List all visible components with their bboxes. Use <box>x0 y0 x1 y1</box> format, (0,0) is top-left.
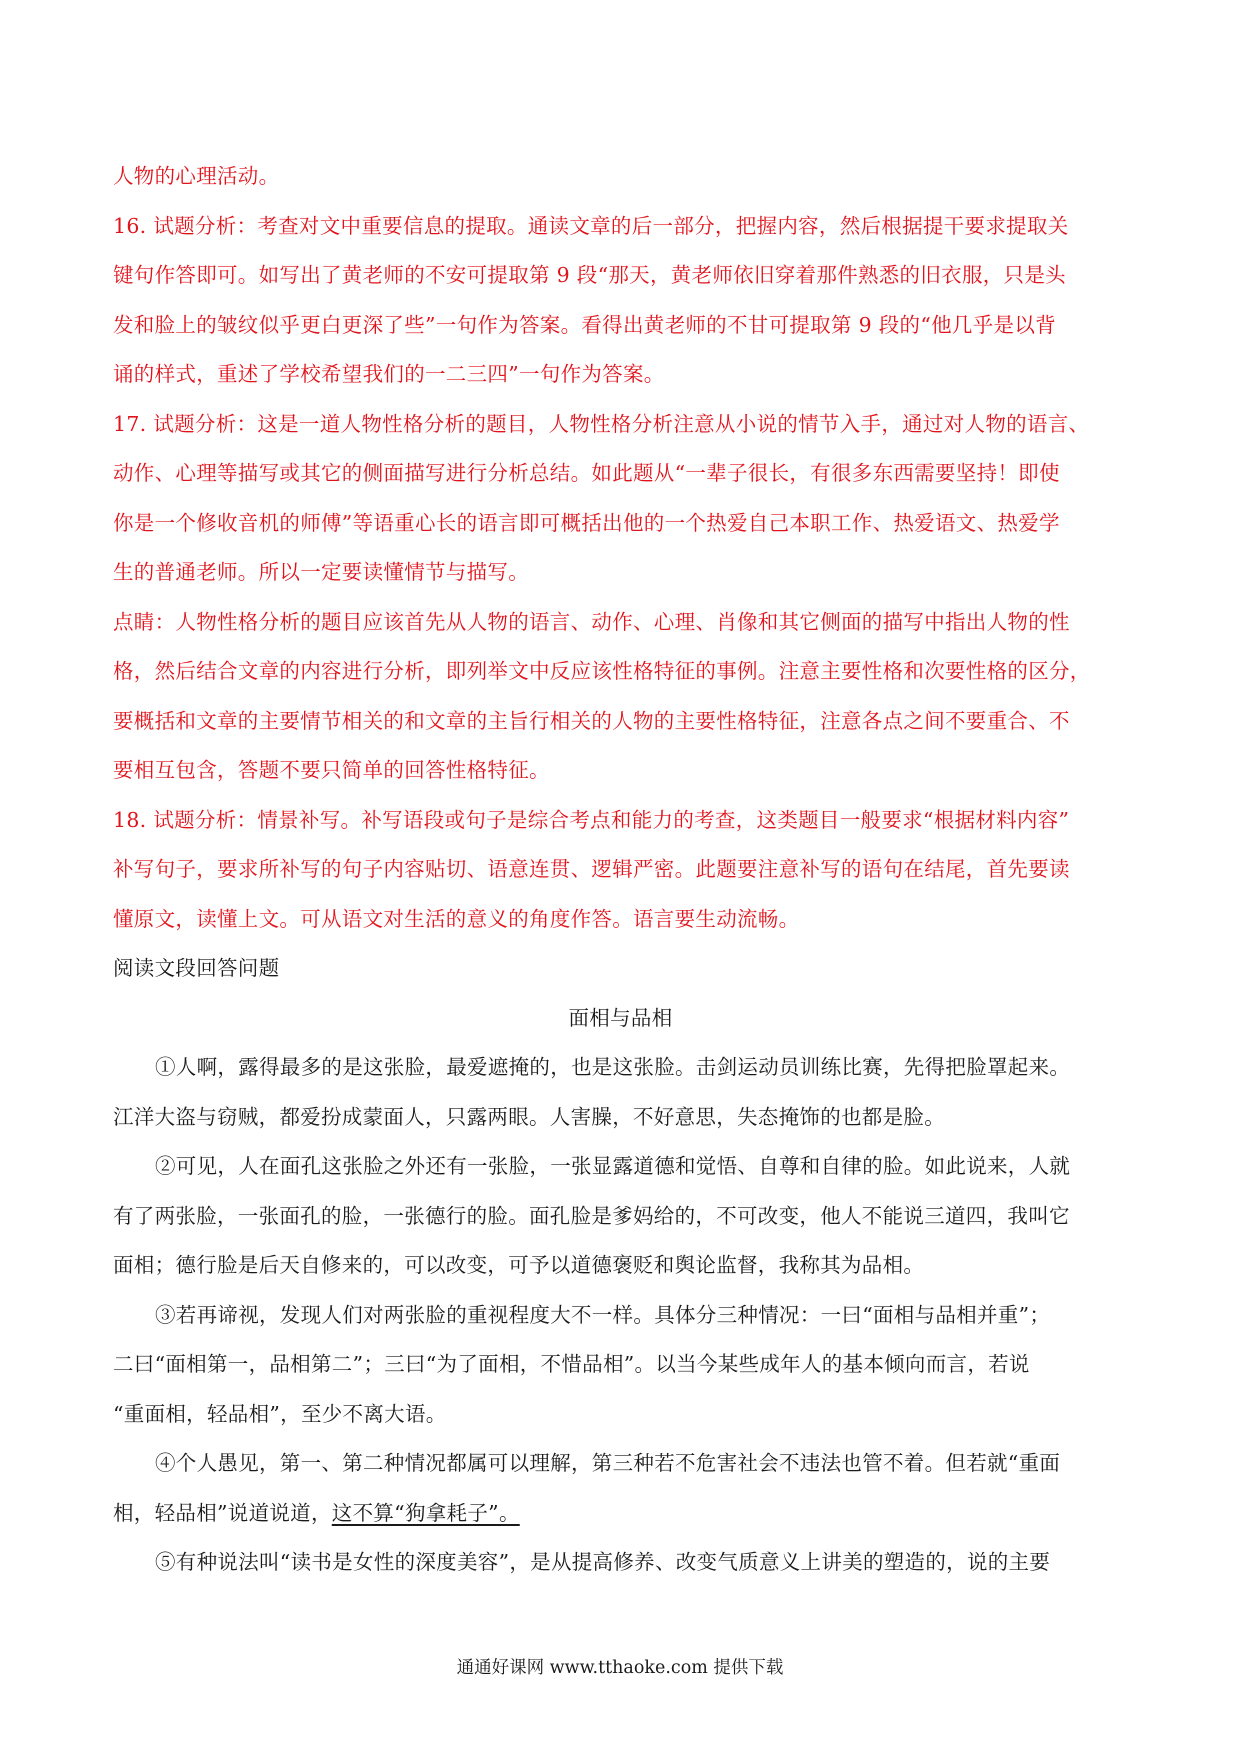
page-footer: 通通好课网 www.tthaoke.com 提供下载 <box>456 1658 784 1678</box>
article-line <box>113 1489 1128 1539</box>
article-line: “重面相，轻品相”，至少不离大语。 <box>113 1401 447 1426</box>
article-line: ③若再谛视，发现人们对两张脸的重视程度大不一样。具体分三种情况：一曰“面相与品相并重”； <box>155 1302 1051 1327</box>
answer-line: 17. 试题分析：这是一道人物性格分析的题目，人物性格分析注意从小说的情节入手，通过对人物的语言、 <box>113 411 1090 436</box>
underlined-phrase: 这不算“狗拿耗子”。 <box>331 1500 520 1525</box>
article-line: ④个人愚见，第一、第二种情况都属可以理解，第三种若不危害社会不违法也管不着。但若就“重面 <box>155 1451 1061 1475</box>
answer-line: 补写句子，要求所补写的句子内容贴切、语意连贯、逻辑严密。此题要注意补写的语句在结尾，首先要读 <box>113 857 1070 881</box>
answer-line: 你是一个修收音机的师傅”等语重心长的语言即可概括出他的一个热爱自己本职工作、热爱语文、热爱学 <box>113 510 1060 535</box>
answer-line: 格，然后结合文章的内容进行分析，即列举文中反应该性格特征的事例。注意主要性格和次要性格的区分， <box>113 659 1091 683</box>
answer-line: 18. 试题分析：情景补写。补写语段或句子是综合考点和能力的考查，这类题目一般要求“根据材料内容” <box>113 807 1070 832</box>
answer-line: 键句作答即可。如写出了黄老师的不安可提取第 9 段“那天，黄老师依旧穿着那件熟悉的旧衣服，只是头 <box>113 263 1066 287</box>
article-line-text: 相，轻品相”说道说道， <box>113 1500 332 1525</box>
article-line: 面相；德行脸是后天自修来的，可以改变，可予以道德褒贬和舆论监督，我称其为品相。 <box>113 1253 925 1277</box>
article-line: ①人啊，露得最多的是这张脸，最爱遮掩的，也是这张脸。击剑运动员训练比赛，先得把脸罩起来。 <box>155 1055 1071 1079</box>
answer-line: 要相互包含，答题不要只简单的回答性格特征。 <box>113 758 550 782</box>
answer-line: 人物的心理活动。 <box>113 164 280 188</box>
answer-line: 生的普通老师。所以一定要读懂情节与描写。 <box>113 560 529 584</box>
article-line: 二曰“面相第一，品相第二”；三曰“为了面相，不惜品相”。以当今某些成年人的基本倾向而言，若说 <box>113 1352 1030 1376</box>
article-line: ②可见，人在面孔这张脸之外还有一张脸，一张显露道德和觉悟、自尊和自律的脸。如此说来，人就 <box>155 1154 1071 1178</box>
answer-line: 诵的样式，重述了学校希望我们的一二三四”一句作为答案。 <box>113 362 665 386</box>
section-heading: 阅读文段回答问题 <box>113 956 280 980</box>
answer-line: 动作、心理等描写或其它的侧面描写进行分析总结。如此题从“一辈子很长，有很多东西需要坚持！即使 <box>113 461 1060 485</box>
answer-line: 点睛：人物性格分析的题目应该首先从人物的语言、动作、心理、肖像和其它侧面的描写中指出人物的性 <box>113 609 1070 634</box>
article-title: 面相与品相 <box>568 1005 673 1030</box>
document-page <box>113 152 1128 1588</box>
article-line: ⑤有种说法叫“读书是女性的深度美容”，是从提高修养、改变气质意义上讲美的塑造的，说的主要 <box>155 1550 1051 1574</box>
answer-line: 懂原文，读懂上文。可从语文对生活的意义的角度作答。语言要生动流畅。 <box>113 906 800 931</box>
answer-line: 16. 试题分析：考查对文中重要信息的提取。通读文章的后一部分，把握内容，然后根据提干要求提取关 <box>113 213 1069 238</box>
article-line: 有了两张脸，一张面孔的脸，一张德行的脸。面孔脸是爹妈给的，不可改变，他人不能说三道四，我叫它 <box>113 1203 1070 1228</box>
answer-line: 发和脸上的皱纹似乎更白更深了些”一句作为答案。看得出黄老师的不甘可提取第 9 段的“他几乎是以背 <box>113 312 1056 337</box>
answer-line: 要概括和文章的主要情节相关的和文章的主旨行相关的人物的主要性格特征，注意各点之间不要重合、不 <box>113 708 1070 733</box>
article-line: 江洋大盗与窃贼，都爱扮成蒙面人，只露两眼。人害臊，不好意思，失态掩饰的也都是脸。 <box>113 1104 945 1129</box>
